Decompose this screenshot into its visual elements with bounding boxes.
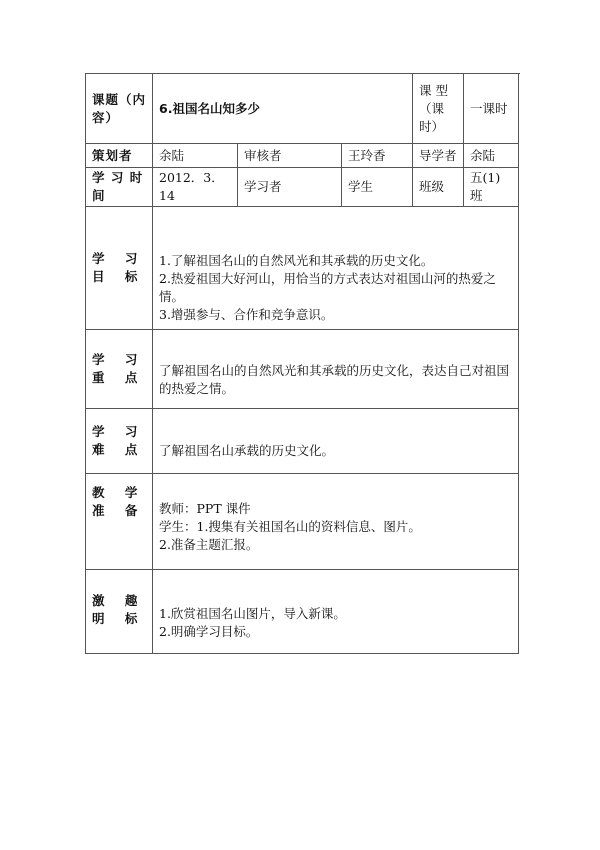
time-row [86,168,519,207]
section-preparation [86,474,519,570]
section-objectives [86,207,519,330]
type-value: 一课时 [464,74,519,144]
section-label: 学 习 目 标 [86,207,153,330]
content-line: 了解祖国名山的自然风光和其承载的历史文化，表达自己对祖国的热爱之情。 [159,363,510,396]
topic-label: 课题（内容） [86,74,153,144]
lesson-plan-table [85,73,519,654]
section-label: 学 习 难 点 [86,409,153,474]
learner-label: 学习者 [238,168,342,207]
content-line: 3.增强参与、合作和竞争意识。 [159,307,334,322]
guide-value: 余陆 [464,144,519,168]
class-label: 班级 [413,168,464,207]
type-label: 课 型（课时） [413,74,464,144]
content-line: 2.热爱祖国大好河山，用恰当的方式表达对祖国山河的热爱之情。 [159,271,496,304]
date-value: 2012．3．14 [153,168,238,207]
content-line: 1.欣赏祖国名山图片，导入新课。 [159,605,346,621]
guide-label: 导学者 [413,144,464,168]
section-label: 学 习 重 点 [86,330,153,409]
section-label: 激 趣 明 标 [86,570,153,654]
reviewer-value: 王玲香 [342,144,413,168]
section-motivation [86,570,519,654]
reviewer-label: 审核者 [238,144,342,168]
section-content [153,409,519,474]
section-key-points [86,330,519,409]
section-content [153,207,519,330]
section-label: 教 学 准 备 [86,474,153,570]
content-line: 1.了解祖国名山的自然风光和其承载的历史文化。 [159,253,434,268]
section-difficulties [86,409,519,474]
content-line: 了解祖国名山承载的历史文化。 [159,443,335,458]
content-line: 2.准备主题汇报。 [159,536,259,552]
section-content [153,330,519,409]
content-line: 教师：PPT 课件 [159,500,251,516]
planner-label: 策划者 [86,144,153,168]
class-value: 五(1)班 [464,168,519,207]
lesson-title: 6.祖国名山知多少 [153,74,413,144]
content-line: 2.明确学习目标。 [159,623,259,639]
content-line: 学生：1.搜集有关祖国名山的资料信息、图片。 [159,518,421,534]
section-content [153,570,519,654]
planner-value: 余陆 [153,144,238,168]
planner-row [86,144,519,168]
section-content [153,474,519,570]
time-label: 学 习 时 间 [86,168,153,207]
header-row [86,74,519,144]
learner-value: 学生 [342,168,413,207]
